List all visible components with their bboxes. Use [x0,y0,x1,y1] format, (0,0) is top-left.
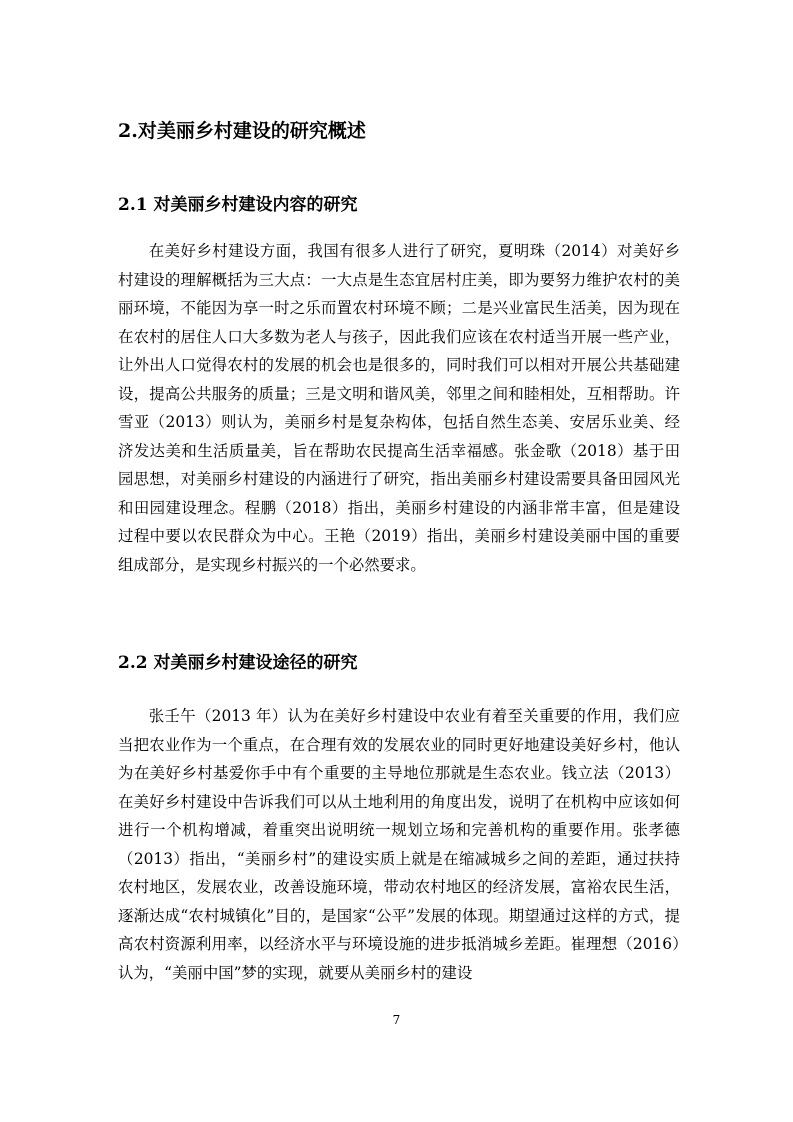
section-heading: 2.对美丽乡村建设的研究概述 [118,120,366,142]
subsection-heading-approach-research: 2.2 对美丽乡村建设途径的研究 [118,653,358,673]
page-number: 7 [392,1013,401,1027]
paragraph-approach-research: 张壬午（2013 年）认为在美好乡村建设中农业有着至关重要的作用，我们应当把农业作为一个重点，在合理有效的发展农业的同时更好地建设美好乡村，他认为在美好乡村基爱你手中有个重要的主导地位那就是生态农业。钱立法（2013）在美好乡村建设中告诉我们可以从土地利用的角度出发，说明了在机构中应该如何进行一个机构增减，着重突出说明统一规划立场和完善机构的重要作用。张孝德（2013）指出，“美丽乡村”的建设实质上就是在缩减城乡之间的差距，通过扶持农村地区，发展农业，改善设施环境，带动农村地区的经济发展，富裕农民生活，逐渐达成“农村城镇化”目的，是国家“公平”发展的体现。期望通过这样的方式，提高农村资源利用率，以经济水平与环境设施的进步抵消城乡差距。崔理想（2016）认为，“美丽中国”梦的实现，就要从美丽乡村的建设 [118,707,680,982]
paragraph-content-research: 在美好乡村建设方面，我国有很多人进行了研究，夏明珠（2014）对美好乡村建设的理解概括为三大点：一大点是生态宜居村庄美，即为要努力维护农村的美丽环境，不能因为享一时之乐而置农村环境不顾；二是兴业富民生活美，因为现在在农村的居住人口大多数为老人与孩子，因此我们应该在农村适当开展一些产业，让外出人口觉得农村的发展的机会也是很多的，同时我们可以相对开展公共基础建设，提高公共服务的质量；三是文明和谐风美，邻里之间和睦相处，互相帮助。许雪亚（2013）则认为，美丽乡村是复杂构体，包括自然生态美、安居乐业美、经济发达美和生活质量美，旨在帮助农民提高生活幸福感。张金歌（2018）基于田园思想，对美丽乡村建设的内涵进行了研究，指出美丽乡村建设需要具备田园风光和田园建设理念。程鹏（2018）指出，美丽乡村建设的内涵非常丰富，但是建设过程中要以农民群众为中心。王艳（2019）指出，美丽乡村建设美丽中国的重要组成部分，是实现乡村振兴的一个必然要求。 [118,242,680,574]
subsection-heading-content-research: 2.1 对美丽乡村建设内容的研究 [118,195,358,215]
